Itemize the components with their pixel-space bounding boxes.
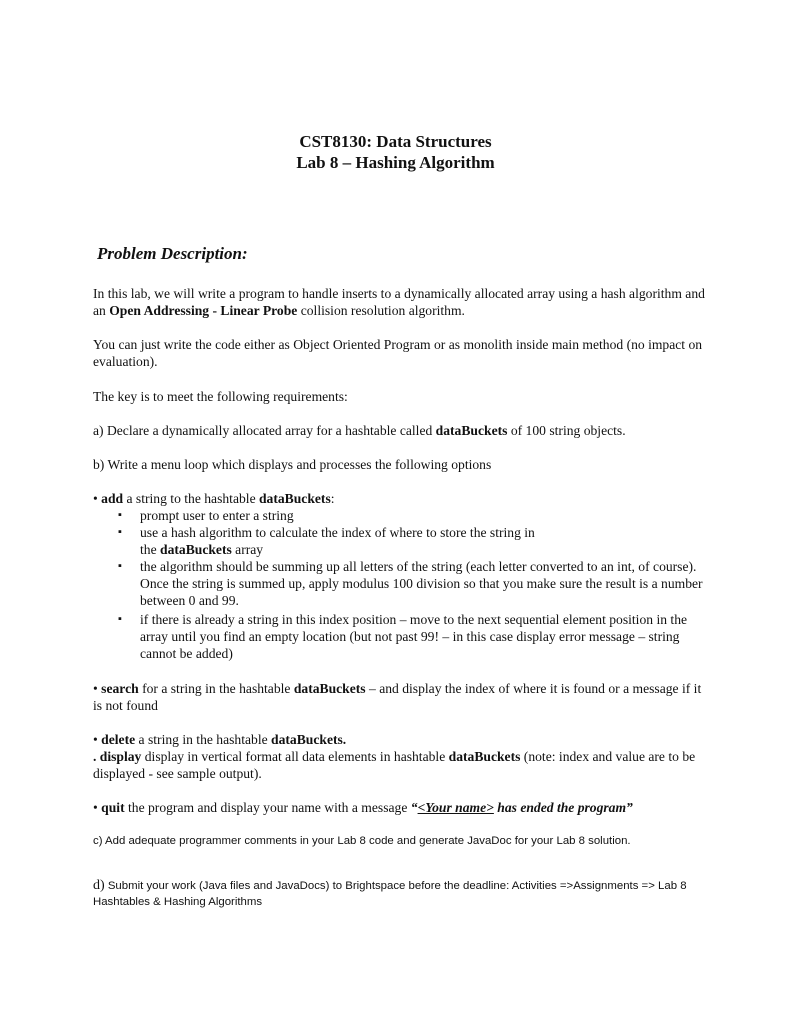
add-step-4: if there is already a string in this index position – move to the next sequential element position in the array until you find an empty location (but not past 99! – in this case display error message – string cannot be added) (140, 612, 688, 661)
requirement-b: b) Write a menu loop which displays and processes the following options (93, 457, 492, 472)
requirement-c: c) Add adequate programmer comments in your Lab 8 code and generate JavaDoc for your Lab 8 solution. (93, 835, 631, 847)
document-title (0, 131, 791, 173)
lab-title: Lab 8 – Hashing Algorithm (296, 153, 495, 172)
quit-option: • quit the program and display your name with a message “<Your name> has ended the program” (93, 800, 633, 815)
add-step-1: prompt user to enter a string (140, 508, 294, 523)
display-option: . display display in vertical format all data elements in hashtable dataBuckets (note: index and value are to be displayed - see sample output). (93, 749, 696, 781)
intro-paragraph-3: The key is to meet the following requirements: (93, 389, 348, 404)
square-bullet: ▪ (118, 526, 122, 538)
square-bullet: ▪ (118, 613, 122, 625)
course-title: CST8130: Data Structures (299, 132, 492, 151)
requirement-a: a) Declare a dynamically allocated array for a hashtable called dataBuckets of 100 string objects. (93, 423, 626, 438)
delete-option: • delete a string in the hashtable dataBuckets. (93, 732, 347, 747)
add-option: • add a string to the hashtable dataBuckets: (93, 491, 335, 506)
quit-message: “<Your name> has ended the program” (410, 800, 633, 815)
square-bullet: ▪ (118, 560, 122, 572)
add-step-3: the algorithm should be summing up all letters of the string (each letter converted to an int, of course). Once the string is summed up, apply modulus 100 division so that you make sure the result is a number between 0 and 99. (140, 559, 703, 608)
requirement-d: d) Submit your work (Java files and JavaDocs) to Brightspace before the deadline: Activities =>Assignments => Lab 8 Hashtables & Hashing Algorithms (93, 878, 687, 908)
add-step-2: use a hash algorithm to calculate the index of where to store the string in the dataBuckets array (140, 525, 535, 557)
square-bullet: ▪ (118, 509, 122, 521)
search-option: • search for a string in the hashtable dataBuckets – and display the index of where it is found or a message if it is not found (93, 681, 702, 713)
intro-paragraph-1: In this lab, we will write a program to handle inserts to a dynamically allocated array using a hash algorithm and an Open Addressing - Linear Probe collision resolution algorithm. (93, 286, 705, 318)
open-addressing-term: Open Addressing - Linear Probe (109, 303, 298, 318)
problem-heading: Problem Description: (97, 244, 248, 263)
intro-paragraph-2: You can just write the code either as Object Oriented Program or as monolith inside main method (no impact on evaluation). (93, 337, 703, 369)
